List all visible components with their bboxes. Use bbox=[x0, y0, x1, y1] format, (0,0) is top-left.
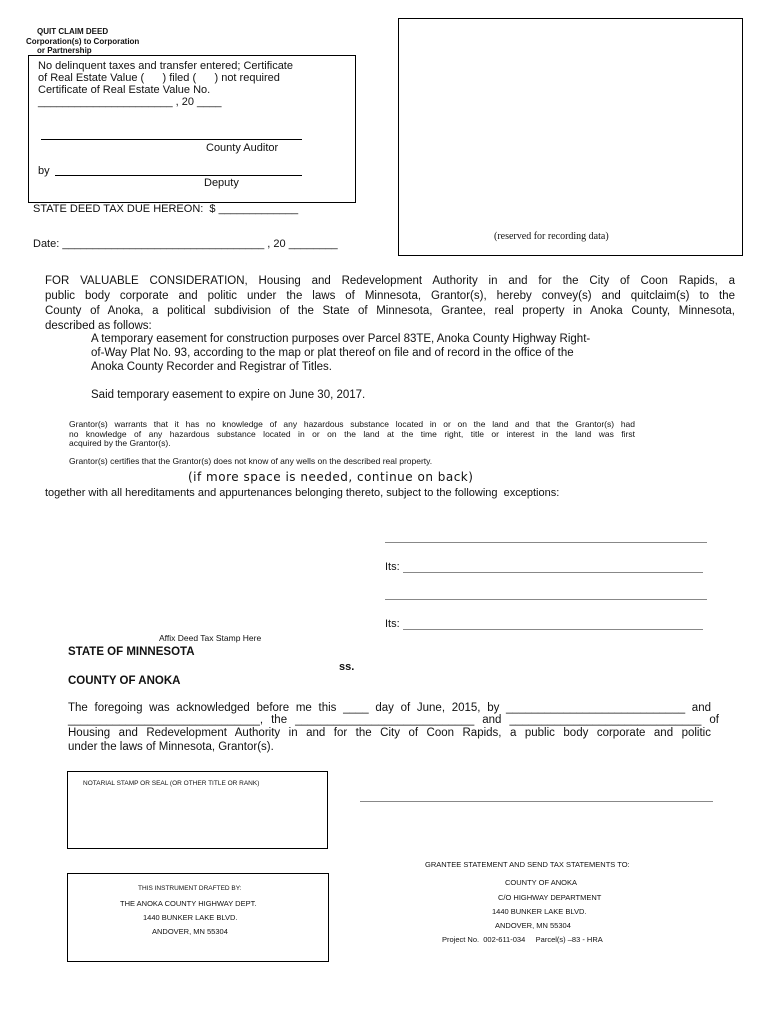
auditor-line-2: of Real Estate Value ( ) filed ( ) not required bbox=[38, 72, 280, 84]
notarial-label: NOTARIAL STAMP OR SEAL (OR OTHER TITLE OR RANK) bbox=[83, 780, 260, 787]
deed-title: QUIT CLAIM DEED bbox=[37, 27, 109, 36]
project-parcel-line: Project No. 002-611-034 Parcel(s) –83 - HRA bbox=[442, 935, 603, 944]
deed-subtitle: Corporation(s) to Corporation bbox=[26, 37, 140, 46]
affix-stamp-label: Affix Deed Tax Stamp Here bbox=[159, 633, 262, 643]
acknowledgment-line-2: ______________________________, the ____________________________ and ______________________________ of bbox=[68, 714, 719, 726]
legal-description-line-2: of-Way Plat No. 93, according to the map or plat thereof on file and of record in the office of the bbox=[91, 347, 574, 359]
drafted-by-line-3: ANDOVER, MN 55304 bbox=[152, 927, 228, 936]
deed-tax-line[interactable]: STATE DEED TAX DUE HEREON: $ _____________ bbox=[33, 203, 299, 215]
grantee-line-4: ANDOVER, MN 55304 bbox=[495, 921, 571, 930]
auditor-box bbox=[28, 55, 356, 203]
deputy-label: Deputy bbox=[204, 177, 239, 189]
consideration-line-4: described as follows: bbox=[45, 320, 152, 332]
county-label: COUNTY OF ANOKA bbox=[68, 675, 181, 687]
consideration-line-2: public body corporate and politic under the laws of Minnesota, Grantor(s), hereby convey(s) and quitclaim(s) to the bbox=[45, 290, 735, 302]
grantee-heading: GRANTEE STATEMENT AND SEND TAX STATEMENTS TO: bbox=[425, 860, 630, 869]
auditor-line-3: Certificate of Real Estate Value No. bbox=[38, 84, 211, 96]
hazard-line-1: Grantor(s) warrants that it has no knowledge of any hazardous substance located in or on the land and that the Grantor(s) had bbox=[69, 419, 635, 429]
state-label: STATE OF MINNESOTA bbox=[68, 646, 195, 658]
grantee-line-3: 1440 BUNKER LAKE BLVD. bbox=[492, 907, 587, 916]
legal-description-line-3: Anoka County Recorder and Registrar of Titles. bbox=[91, 361, 332, 373]
date-line[interactable]: Date: _________________________________ , 20 ________ bbox=[33, 238, 338, 250]
notary-signature-line[interactable] bbox=[360, 801, 713, 802]
wells-certification: Grantor(s) certifies that the Grantor(s) does not know of any wells on the described real property. bbox=[69, 456, 433, 466]
deputy-signature-line[interactable] bbox=[55, 175, 302, 176]
acknowledgment-line-4: under the laws of Minnesota, Grantor(s). bbox=[68, 741, 274, 753]
recording-data-box bbox=[398, 18, 743, 256]
drafted-by-line-2: 1440 BUNKER LAKE BLVD. bbox=[143, 913, 238, 922]
its-title-line-1[interactable] bbox=[403, 572, 703, 573]
hazard-line-2: no knowledge of any hazardous substance located in or on the land at the time right, title or interest in the land was first bbox=[69, 429, 635, 439]
ss-label: ss. bbox=[339, 661, 355, 673]
easement-expiry: Said temporary easement to expire on June 30, 2017. bbox=[91, 389, 366, 401]
acknowledgment-line-1: The foregoing was acknowledged before me this ____ day of June, 2015, by ____________________________ and bbox=[68, 702, 711, 714]
drafted-by-line-1: THE ANOKA COUNTY HIGHWAY DEPT. bbox=[120, 899, 257, 908]
notarial-seal-box bbox=[67, 771, 328, 849]
consideration-line-3: County of Anoka, a political subdivision of the State of Minnesota, Grantee, real property in Anoka County, Minnesota, bbox=[45, 305, 735, 317]
grantor-signature-line-1[interactable] bbox=[385, 542, 707, 543]
its-label-2: Its: bbox=[385, 618, 400, 630]
certificate-number-field[interactable]: ______________________ , 20 ____ bbox=[38, 96, 222, 108]
hazard-line-3: acquired by the Grantor(s). bbox=[69, 438, 171, 448]
by-label: by bbox=[38, 165, 50, 177]
grantee-line-1: COUNTY OF ANOKA bbox=[505, 878, 577, 887]
its-label-1: Its: bbox=[385, 561, 400, 573]
grantee-line-2: C/O HIGHWAY DEPARTMENT bbox=[498, 893, 602, 902]
consideration-line-1: FOR VALUABLE CONSIDERATION, Housing and Redevelopment Authority in and for the City of Coon Rapids, a bbox=[45, 275, 735, 287]
drafted-by-box bbox=[67, 873, 329, 962]
auditor-signature-line[interactable] bbox=[41, 139, 302, 140]
drafted-by-heading: THIS INSTRUMENT DRAFTED BY: bbox=[138, 885, 242, 892]
grantor-signature-line-2[interactable] bbox=[385, 599, 707, 600]
recording-label: (reserved for recording data) bbox=[494, 231, 609, 242]
continue-on-back-note: (if more space is needed, continue on back) bbox=[188, 470, 474, 484]
its-title-line-2[interactable] bbox=[403, 629, 703, 630]
deed-subtitle-2: or Partnership bbox=[37, 46, 92, 55]
auditor-line-1: No delinquent taxes and transfer entered; Certificate bbox=[38, 60, 293, 72]
legal-description-line-1: A temporary easement for construction purposes over Parcel 83TE, Anoka County Highway Right- bbox=[91, 333, 591, 345]
acknowledgment-line-3: Housing and Redevelopment Authority in and for the City of Coon Rapids, a public body corporate and politic bbox=[68, 727, 711, 739]
together-clause: together with all hereditaments and appurtenances belonging thereto, subject to the following exceptions: bbox=[45, 487, 560, 499]
county-auditor-label: County Auditor bbox=[206, 142, 279, 154]
